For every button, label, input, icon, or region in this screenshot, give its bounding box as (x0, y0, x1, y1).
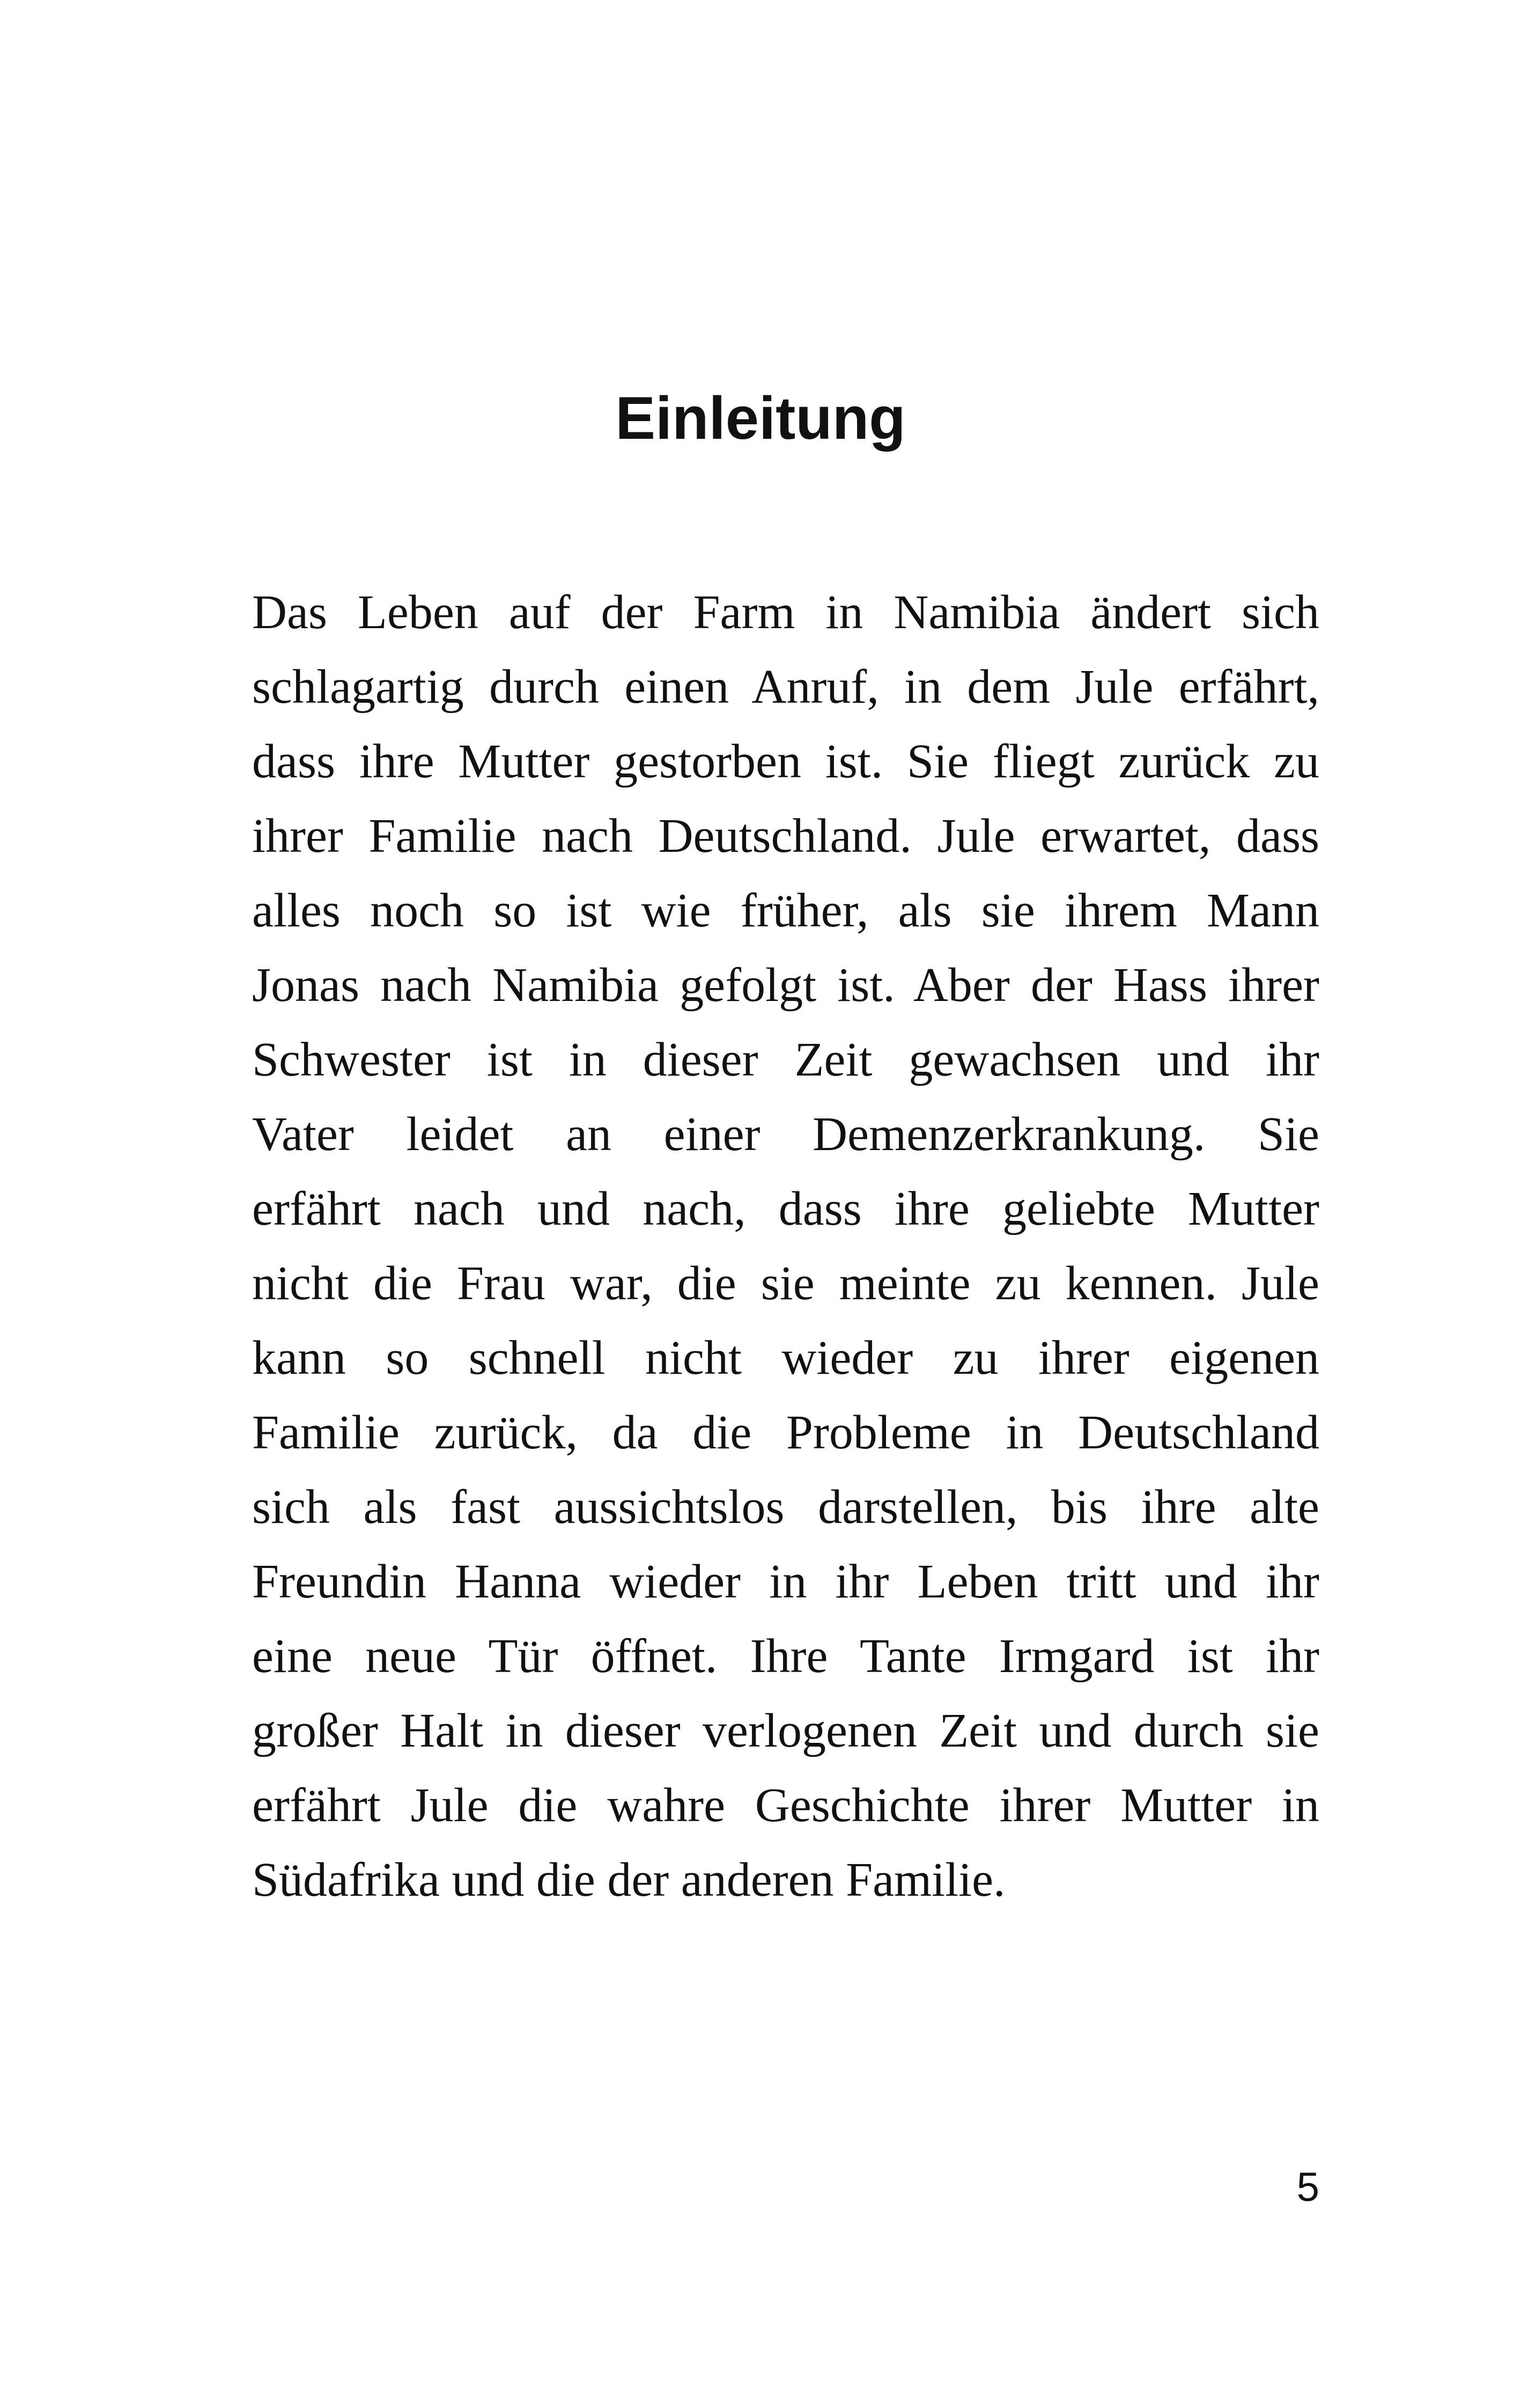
paragraph-line: Südafrika und die der anderen Familie. (252, 1853, 1006, 1906)
paragraph-line: Das Leben auf der Farm in Namibia ändert sich (252, 586, 1319, 639)
paragraph-line: großer Halt in dieser verlogenen Zeit und durch sie (252, 1704, 1319, 1757)
paragraph-line: Freundin Hanna wieder in ihr Leben tritt und ihr (252, 1555, 1319, 1608)
paragraph-line: ihrer Familie nach Deutschland. Jule erwartet, dass (252, 809, 1319, 863)
paragraph-line: sich als fast aussichtslos darstellen, bis ihre alte (252, 1481, 1319, 1534)
paragraph-line: erfährt Jule die wahre Geschichte ihrer Mutter in (252, 1779, 1319, 1832)
paragraph-line: kann so schnell nicht wieder zu ihrer eigenen (252, 1331, 1319, 1385)
page-number: 5 (1296, 2164, 1319, 2210)
paragraph-line: Familie zurück, da die Probleme in Deutschland (252, 1406, 1319, 1459)
body-paragraph (252, 575, 1319, 1917)
paragraph-line: nicht die Frau war, die sie meinte zu kennen. Jule (252, 1257, 1319, 1310)
paragraph-line: Jonas nach Namibia gefolgt ist. Aber der Hass ihrer (252, 959, 1319, 1012)
chapter-title: Einleitung (615, 385, 906, 452)
paragraph-line: schlagartig durch einen Anruf, in dem Jule erfährt, (252, 660, 1319, 713)
paragraph-line: Vater leidet an einer Demenzerkrankung. Sie (252, 1108, 1319, 1161)
paragraph-line: erfährt nach und nach, dass ihre geliebte Mutter (252, 1182, 1319, 1235)
paragraph-line: Schwester ist in dieser Zeit gewachsen und ihr (252, 1033, 1319, 1086)
paragraph-line: dass ihre Mutter gestorben ist. Sie fliegt zurück zu (252, 735, 1319, 788)
paragraph-line: eine neue Tür öffnet. Ihre Tante Irmgard ist ihr (252, 1630, 1319, 1683)
paragraph-line: alles noch so ist wie früher, als sie ihrem Mann (252, 884, 1319, 937)
